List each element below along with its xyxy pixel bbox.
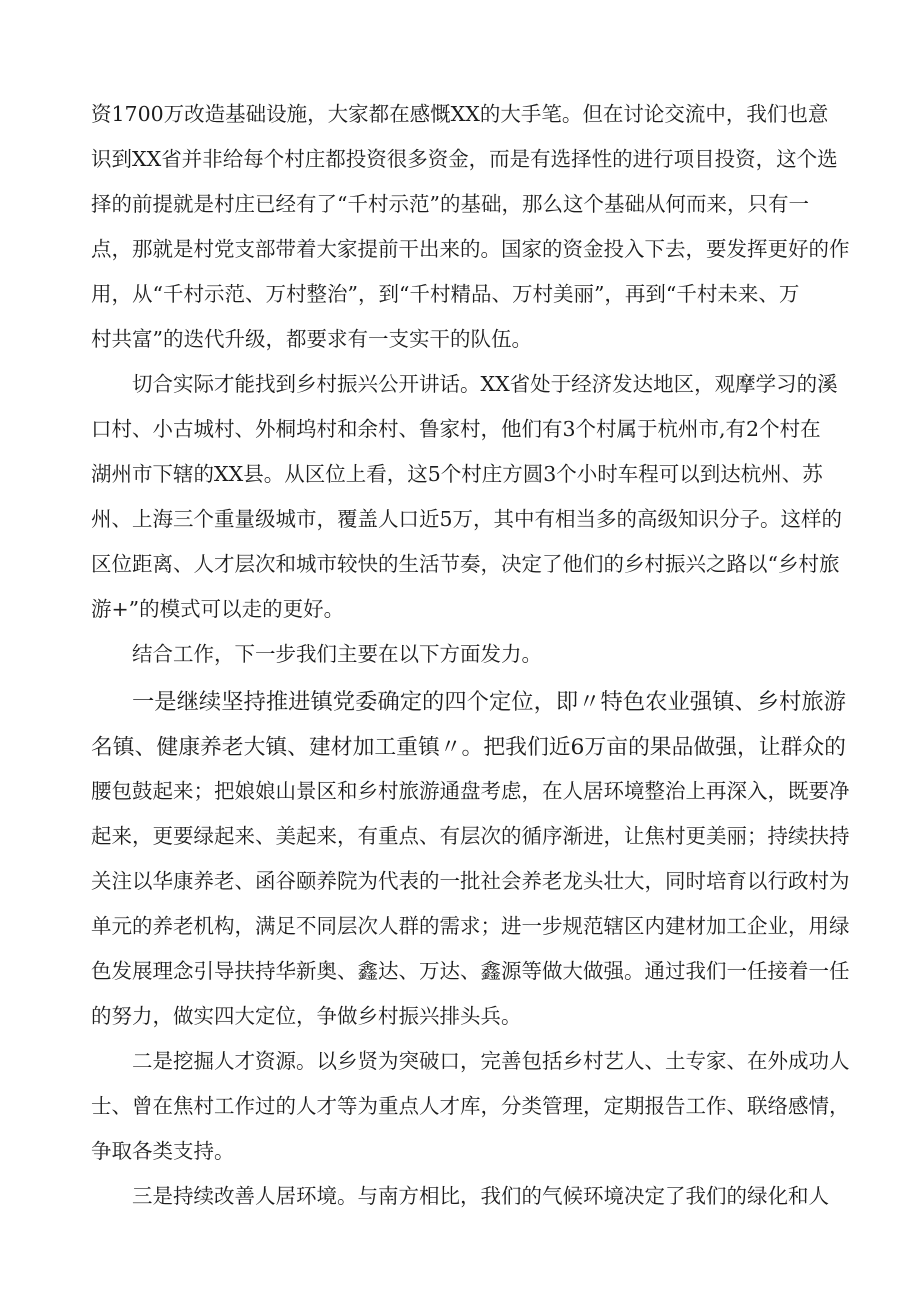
text-line: 用，从“千村示范、万村整治”，到“千村精品、万村美丽”，再到“千村未来、万 [91,282,800,306]
text-line: 的努力，做实四大定位，争做乡村振兴排头兵。 [91,1004,522,1028]
text-line: 腰包鼓起来；把娘娘山景区和乡村旅游通盘考虑，在人居环境整治上再深入，既要净 [91,779,850,803]
text-line: 区位距离、人才层次和城市较快的生活节奏，决定了他们的乡村振兴之路以“乡村旅 [91,552,840,576]
text-line: 色发展理念引导扶持华新奥、鑫达、万达、鑫源等做大做强。通过我们一任接着一任 [91,959,850,983]
text-line: 游+”的模式可以走的更好。 [91,597,345,621]
text-line: 识到XX省并非给每个村庄都投资很多资金，而是有选择性的进行项目投资，这个选 [91,147,838,171]
text-line: 点，那就是村党支部带着大家提前干出来的。国家的资金投入下去，要发挥更好的作 [91,237,850,261]
text-line: 二是挖掘人才资源。以乡贤为突破口，完善包括乡村艺人、土专家、在外成功人 [132,1049,850,1073]
text-line: 择的前提就是村庄已经有了“千村示范”的基础，那么这个基础从何而来，只有一 [91,192,809,216]
text-line: 村共富”的迭代升级，都要求有一支实干的队伍。 [91,327,532,351]
text-line: 三是持续改善人居环境。与南方相比，我们的气候环境决定了我们的绿化和人 [132,1184,829,1208]
text-line: 结合工作，下一步我们主要在以下方面发力。 [132,642,542,666]
text-line: 一是继续坚持推进镇党委确定的四个定位，即〃特色农业强镇、乡村旅游 [132,689,846,715]
text-line: 资1700万改造基础设施，大家都在感慨XX的大手笔。但在讨论交流中，我们也意 [91,102,829,126]
text-line: 口村、小古城村、外桐坞村和余村、鲁家村，他们有3个村属于杭州市,有2个村在 [91,417,821,441]
text-line: 关注以华康养老、函谷颐养院为代表的一批社会养老龙头壮大，同时培育以行政村为 [91,869,850,893]
text-line: 州、上海三个重量级城市，覆盖人口近5万，其中有相当多的高级知识分子。这样的 [91,507,843,531]
text-line: 士、曾在焦村工作过的人才等为重点人才库，分类管理，定期报告工作、联络感情， [91,1094,850,1118]
text-line: 起来，更要绿起来、美起来，有重点、有层次的循序渐进，让焦村更美丽；持续扶持 [91,824,850,848]
text-line: 切合实际才能找到乡村振兴公开讲话。XX省处于经济发达地区，观摩学习的溪 [132,372,838,396]
text-line: 争取各类支持。 [91,1139,235,1163]
text-line: 湖州市下辖的XX县。从区位上看，这5个村庄方圆3个小时车程可以到达杭州、苏 [91,462,823,486]
text-line: 名镇、健康养老大镇、建材加工重镇〃。把我们近6万亩的果品做强，让群众的 [91,735,846,760]
text-line: 单元的养老机构，满足不同层次人群的需求；进一步规范辖区内建材加工企业，用绿 [91,914,850,938]
